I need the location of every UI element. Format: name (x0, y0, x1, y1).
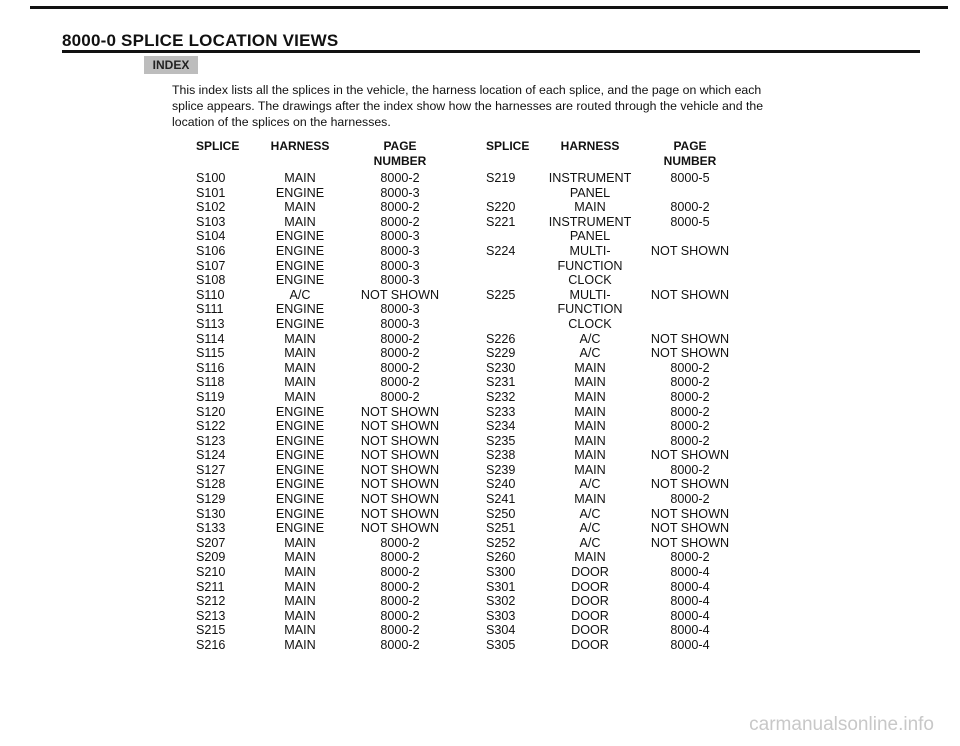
harness-cell: MAIN (574, 448, 606, 463)
splice-cell: S100 (196, 171, 226, 185)
splice-cell: S301 (486, 579, 516, 594)
page-number-cell: 8000-3 (380, 273, 420, 288)
number-header-line: NUMBER (663, 154, 717, 168)
splice-cell: S212 (196, 594, 226, 609)
harness-cell: MAIN (574, 550, 606, 565)
harness-cell: ENGINE (275, 492, 325, 507)
splice-cell: S226 (486, 331, 516, 346)
page-number-cell: NOT SHOWN (650, 477, 730, 492)
page-number-cell: 8000-4 (670, 638, 710, 652)
harness-cell: PANEL (569, 185, 611, 200)
page-number-cell: NOT SHOWN (360, 477, 440, 492)
harness-cell: MAIN (284, 638, 316, 652)
page-number-cell: 8000-2 (670, 550, 710, 565)
harness-cell: A/C (579, 477, 601, 492)
page-number-cell: 8000-2 (380, 331, 420, 346)
harness-header: HARNESS (270, 139, 330, 153)
splice-cell (486, 186, 546, 201)
harness-cell: A/C (289, 287, 311, 302)
harness-cell: ENGINE (275, 462, 325, 477)
splice-cell: S230 (486, 360, 516, 375)
intro-line: splice appears. The drawings after the index show how the harnesses are routed through the vehicle and the (172, 99, 764, 113)
splice-cell: S240 (486, 477, 516, 492)
page-number-cell: NOT SHOWN (360, 287, 440, 302)
intro-line: location of the splices on the harnesses. (172, 115, 391, 129)
splice-cell (486, 317, 546, 332)
harness-cell: ENGINE (275, 477, 325, 492)
page-number-cell (640, 273, 740, 288)
splice-cell: S108 (196, 273, 226, 288)
splice-cell: S300 (486, 565, 516, 580)
page-number-cell: 8000-2 (380, 535, 420, 550)
page-number-cell: NOT SHOWN (360, 521, 440, 536)
page-number-cell (640, 229, 740, 244)
harness-cell: ENGINE (275, 229, 325, 244)
page-number-cell: NOT SHOWN (650, 521, 730, 536)
splice-cell: S119 (196, 389, 225, 404)
splice-cell: S123 (196, 433, 226, 448)
splice-cell: S229 (486, 346, 516, 361)
page-number-cell: 8000-5 (670, 214, 710, 229)
harness-cell: MAIN (284, 171, 316, 185)
harness-cell: MAIN (284, 594, 316, 609)
harness-cell: MAIN (574, 492, 606, 507)
harness-cell: MAIN (284, 565, 316, 580)
harness-cell: PANEL (569, 229, 611, 244)
harness-cell: ENGINE (275, 433, 325, 448)
page-number-cell: 8000-2 (670, 389, 710, 404)
page-number-header (640, 139, 740, 171)
page-number-cell: 8000-2 (670, 404, 710, 419)
harness-cell: MAIN (284, 346, 316, 361)
splice-cell: S252 (486, 535, 516, 550)
splice-cell: S128 (196, 477, 226, 492)
page-number-cell: NOT SHOWN (360, 419, 440, 434)
page-number-cell: 8000-4 (670, 594, 710, 609)
page-number-cell: 8000-2 (380, 579, 420, 594)
splice-cell: S129 (196, 492, 226, 507)
page-number-cell: NOT SHOWN (650, 243, 730, 258)
splice-cell: S216 (196, 638, 226, 652)
page-number-cell: 8000-4 (670, 565, 710, 580)
splice-cell: S260 (486, 550, 516, 565)
splice-cell: S118 (196, 375, 225, 390)
splice-cell: S104 (196, 229, 226, 244)
splice-cell: S120 (196, 404, 226, 419)
page-number-cell: 8000-2 (380, 389, 420, 404)
splice-cell: S305 (486, 638, 516, 652)
page-number-cell: NOT SHOWN (360, 404, 440, 419)
harness-cell: MAIN (284, 535, 316, 550)
harness-cell: A/C (579, 535, 601, 550)
harness-cell: MAIN (284, 579, 316, 594)
title-rule (62, 50, 920, 53)
page-number-cell: 8000-2 (670, 360, 710, 375)
splice-cell: S232 (486, 389, 516, 404)
splice-cell: S304 (486, 623, 516, 638)
page-number-cell: 8000-2 (380, 623, 420, 638)
page-number-cell: 8000-2 (380, 638, 420, 652)
harness-cell: MAIN (284, 608, 316, 623)
splice-cell: S241 (486, 492, 516, 507)
splice-cell: S102 (196, 200, 226, 215)
page-number-header (350, 139, 450, 171)
page-number-cell: NOT SHOWN (360, 506, 440, 521)
splice-cell: S234 (486, 419, 516, 434)
harness-cell: ENGINE (275, 316, 325, 331)
splice-cell: S114 (196, 331, 225, 346)
page-number-cell: 8000-5 (670, 171, 710, 185)
harness-cell: MULTI- (569, 287, 611, 302)
harness-cell: MAIN (284, 623, 316, 638)
page-number-cell: 8000-2 (670, 375, 710, 390)
page-number-cell: 8000-2 (380, 565, 420, 580)
harness-cell: ENGINE (275, 419, 325, 434)
left-page-column (350, 139, 450, 653)
splice-cell: S219 (486, 171, 516, 185)
splice-header: SPLICE (486, 139, 530, 153)
harness-cell: ENGINE (275, 302, 325, 317)
page-number-cell: 8000-2 (380, 346, 420, 361)
index-badge: INDEX (144, 56, 198, 74)
page-number-cell: 8000-2 (670, 419, 710, 434)
splice-cell: S233 (486, 404, 516, 419)
left-harness-column (252, 139, 348, 653)
splice-cell: S207 (196, 535, 226, 550)
page-number-cell: 8000-2 (380, 375, 420, 390)
harness-cell: ENGINE (275, 243, 325, 258)
splice-cell: S302 (486, 594, 516, 609)
harness-cell: MAIN (574, 375, 606, 390)
page-number-cell: 8000-3 (380, 302, 420, 317)
splice-cell: S238 (486, 448, 516, 463)
harness-cell: MAIN (284, 360, 316, 375)
splice-cell: S250 (486, 506, 516, 521)
page-number-cell: NOT SHOWN (360, 492, 440, 507)
splice-cell: S211 (196, 579, 225, 594)
watermark: carmanualsonline.info (749, 714, 934, 735)
harness-cell: ENGINE (275, 404, 325, 419)
splice-cell: S209 (196, 550, 226, 565)
harness-cell: MAIN (574, 433, 606, 448)
splice-cell: S106 (196, 243, 226, 258)
page-number-cell (640, 317, 740, 332)
harness-cell: ENGINE (275, 448, 325, 463)
page-number-cell: NOT SHOWN (650, 287, 730, 302)
splice-cell: S130 (196, 506, 226, 521)
splice-cell: S101 (196, 185, 226, 200)
harness-cell: MAIN (574, 404, 606, 419)
splice-cell: S103 (196, 214, 226, 229)
splice-cell: S303 (486, 608, 516, 623)
splice-cell: S122 (196, 419, 226, 434)
intro-paragraph (172, 82, 852, 130)
page-number-cell: 8000-2 (380, 608, 420, 623)
harness-cell: A/C (579, 346, 601, 361)
page-number-cell: NOT SHOWN (360, 448, 440, 463)
splice-header: SPLICE (196, 139, 240, 153)
splice-cell: S124 (196, 448, 226, 463)
harness-cell: DOOR (571, 579, 609, 594)
harness-cell: CLOCK (568, 316, 612, 331)
harness-cell: DOOR (571, 594, 609, 609)
splice-cell: S116 (196, 360, 225, 375)
page-number-cell: 8000-2 (670, 433, 710, 448)
harness-cell: DOOR (571, 623, 609, 638)
splice-cell (486, 273, 546, 288)
number-header-line: NUMBER (373, 154, 427, 168)
harness-cell: INSTRUMENT (548, 171, 632, 185)
page-number-cell: NOT SHOWN (650, 506, 730, 521)
harness-cell: ENGINE (275, 521, 325, 536)
page-number-cell: 8000-2 (380, 360, 420, 375)
right-harness-column (540, 139, 640, 653)
harness-cell: MAIN (284, 214, 316, 229)
splice-cell: S221 (486, 214, 516, 229)
splice-cell: S220 (486, 200, 516, 215)
harness-cell: MAIN (574, 389, 606, 404)
splice-cell: S239 (486, 462, 516, 477)
top-rule (30, 6, 948, 9)
splice-cell: S213 (196, 608, 226, 623)
splice-cell: S133 (196, 521, 226, 536)
splice-cell: S225 (486, 287, 516, 302)
page-number-cell: 8000-3 (380, 229, 420, 244)
harness-header: HARNESS (560, 139, 620, 153)
page-number-cell (640, 186, 740, 201)
splice-cell: S215 (196, 623, 226, 638)
harness-cell: A/C (579, 331, 601, 346)
page-number-cell: 8000-4 (670, 623, 710, 638)
page-number-cell (640, 259, 740, 274)
page-header-line: PAGE (673, 139, 707, 153)
intro-line: This index lists all the splices in the vehicle, the harness location of each splice, and the page on which each (172, 83, 762, 97)
splice-cell (486, 302, 546, 317)
page-number-cell: 8000-3 (380, 185, 420, 200)
page-number-cell: NOT SHOWN (360, 433, 440, 448)
harness-cell: FUNCTION (557, 302, 623, 317)
splice-cell: S107 (196, 258, 226, 273)
page-number-cell: 8000-2 (380, 594, 420, 609)
splice-cell: S113 (196, 316, 225, 331)
harness-cell: A/C (579, 521, 601, 536)
harness-cell: MAIN (284, 331, 316, 346)
splice-cell: S231 (486, 375, 516, 390)
harness-cell: ENGINE (275, 258, 325, 273)
harness-cell: ENGINE (275, 185, 325, 200)
harness-cell: MAIN (284, 200, 316, 215)
harness-cell: DOOR (571, 608, 609, 623)
splice-cell: S235 (486, 433, 516, 448)
right-splice-column (486, 139, 546, 653)
page-number-cell: NOT SHOWN (360, 462, 440, 477)
page-number-cell: 8000-2 (670, 200, 710, 215)
harness-cell: MAIN (574, 360, 606, 375)
page-number-cell: 8000-4 (670, 608, 710, 623)
harness-cell: DOOR (571, 638, 609, 652)
page-number-cell: NOT SHOWN (650, 535, 730, 550)
page-number-cell: 8000-2 (380, 200, 420, 215)
harness-cell: INSTRUMENT (548, 214, 632, 229)
harness-cell: MAIN (284, 375, 316, 390)
page-title: 8000-0 SPLICE LOCATION VIEWS (62, 31, 339, 50)
harness-cell: DOOR (571, 565, 609, 580)
splice-cell (486, 259, 546, 274)
harness-cell: MAIN (284, 389, 316, 404)
page-number-cell: 8000-2 (380, 171, 420, 185)
page-number-cell: 8000-3 (380, 316, 420, 331)
page-number-cell: 8000-2 (670, 462, 710, 477)
splice-cell: S251 (486, 521, 516, 536)
splice-cell: S224 (486, 243, 516, 258)
harness-cell: ENGINE (275, 506, 325, 521)
page-number-cell: 8000-2 (380, 550, 420, 565)
splice-cell: S111 (196, 302, 224, 317)
page-header-line: PAGE (383, 139, 417, 153)
harness-cell: MAIN (284, 550, 316, 565)
harness-cell: CLOCK (568, 273, 612, 288)
splice-cell: S210 (196, 565, 226, 580)
harness-cell: ENGINE (275, 273, 325, 288)
page-number-cell: 8000-2 (670, 492, 710, 507)
page-number-cell: NOT SHOWN (650, 346, 730, 361)
splice-cell (486, 229, 546, 244)
harness-cell: MULTI- (569, 243, 611, 258)
harness-cell: MAIN (574, 200, 606, 215)
harness-cell: MAIN (574, 462, 606, 477)
left-splice-column (196, 139, 256, 653)
splice-cell: S110 (196, 287, 225, 302)
page-number-cell: 8000-3 (380, 258, 420, 273)
right-page-column (640, 139, 740, 653)
page-number-cell: 8000-3 (380, 243, 420, 258)
harness-cell: A/C (579, 506, 601, 521)
page-number-cell (640, 302, 740, 317)
splice-cell: S127 (196, 462, 226, 477)
harness-cell: MAIN (574, 419, 606, 434)
page-number-cell: 8000-4 (670, 579, 710, 594)
page-number-cell: NOT SHOWN (650, 331, 730, 346)
page-number-cell: 8000-2 (380, 214, 420, 229)
splice-cell: S115 (196, 346, 225, 361)
harness-cell: FUNCTION (557, 258, 623, 273)
page-number-cell: NOT SHOWN (650, 448, 730, 463)
